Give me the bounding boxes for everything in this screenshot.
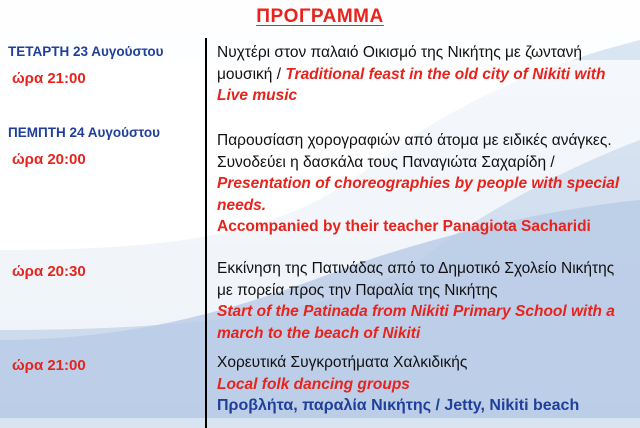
day-label-wednesday: ΤΕΤΑΡΤΗ 23 Αυγούστου: [8, 44, 164, 59]
event-4-english: Local folk dancing groups: [217, 375, 410, 393]
event-2-separator: /: [546, 153, 555, 171]
time-3: ώρα 20:30: [12, 263, 86, 280]
day-label-thursday: ΠΕΜΠΤΗ 24 Αυγούστου: [8, 125, 160, 140]
time-2: ώρα 20:00: [12, 151, 86, 168]
page-title: ΠΡΟΓΡΑΜΜΑ: [256, 6, 384, 27]
event-1-english: Traditional feast in the old city of Nikiti with Live music: [217, 65, 606, 104]
event-2-english-accompanied: Accompanied by their teacher Panagiota Sacharidi: [217, 218, 591, 235]
event-2: [217, 130, 633, 238]
event-3: [217, 258, 633, 344]
event-4-greek: Χορευτικά Συγκροτήματα Χαλκιδικής: [217, 354, 468, 371]
event-1-separator: /: [272, 65, 286, 83]
event-3-english: Start of the Patinada from Nikiti Primary School with a march to the beach of Nikiti: [217, 303, 615, 342]
event-3-greek: Εκκίνηση της Πατινάδας από το Δημοτικό Σχολείο Νικήτης με πορεία προς την Παραλία της Νικήτης: [217, 260, 615, 299]
vertical-divider: [205, 38, 207, 428]
time-4: ώρα 21:00: [12, 357, 86, 374]
time-1: ώρα 21:00: [12, 70, 86, 87]
event-2-greek: Παρουσίαση χορογραφιών από άτομα με ειδικές ανάγκες. Συνοδεύει η δασκάλα τους Παναγιώτα Σαχαρίδη: [217, 132, 612, 171]
event-1-greek: Νυχτέρι στον παλαιό Οικισμό της Νικήτης με ζωντανή μουσική: [217, 44, 583, 83]
event-1: [217, 42, 633, 107]
event-4: [217, 352, 633, 395]
venue-line: Προβλήτα, παραλία Νικήτης / Jetty, Nikiti beach: [217, 397, 580, 414]
event-2-english: Presentation of choreographies by people with special needs.: [217, 175, 620, 214]
